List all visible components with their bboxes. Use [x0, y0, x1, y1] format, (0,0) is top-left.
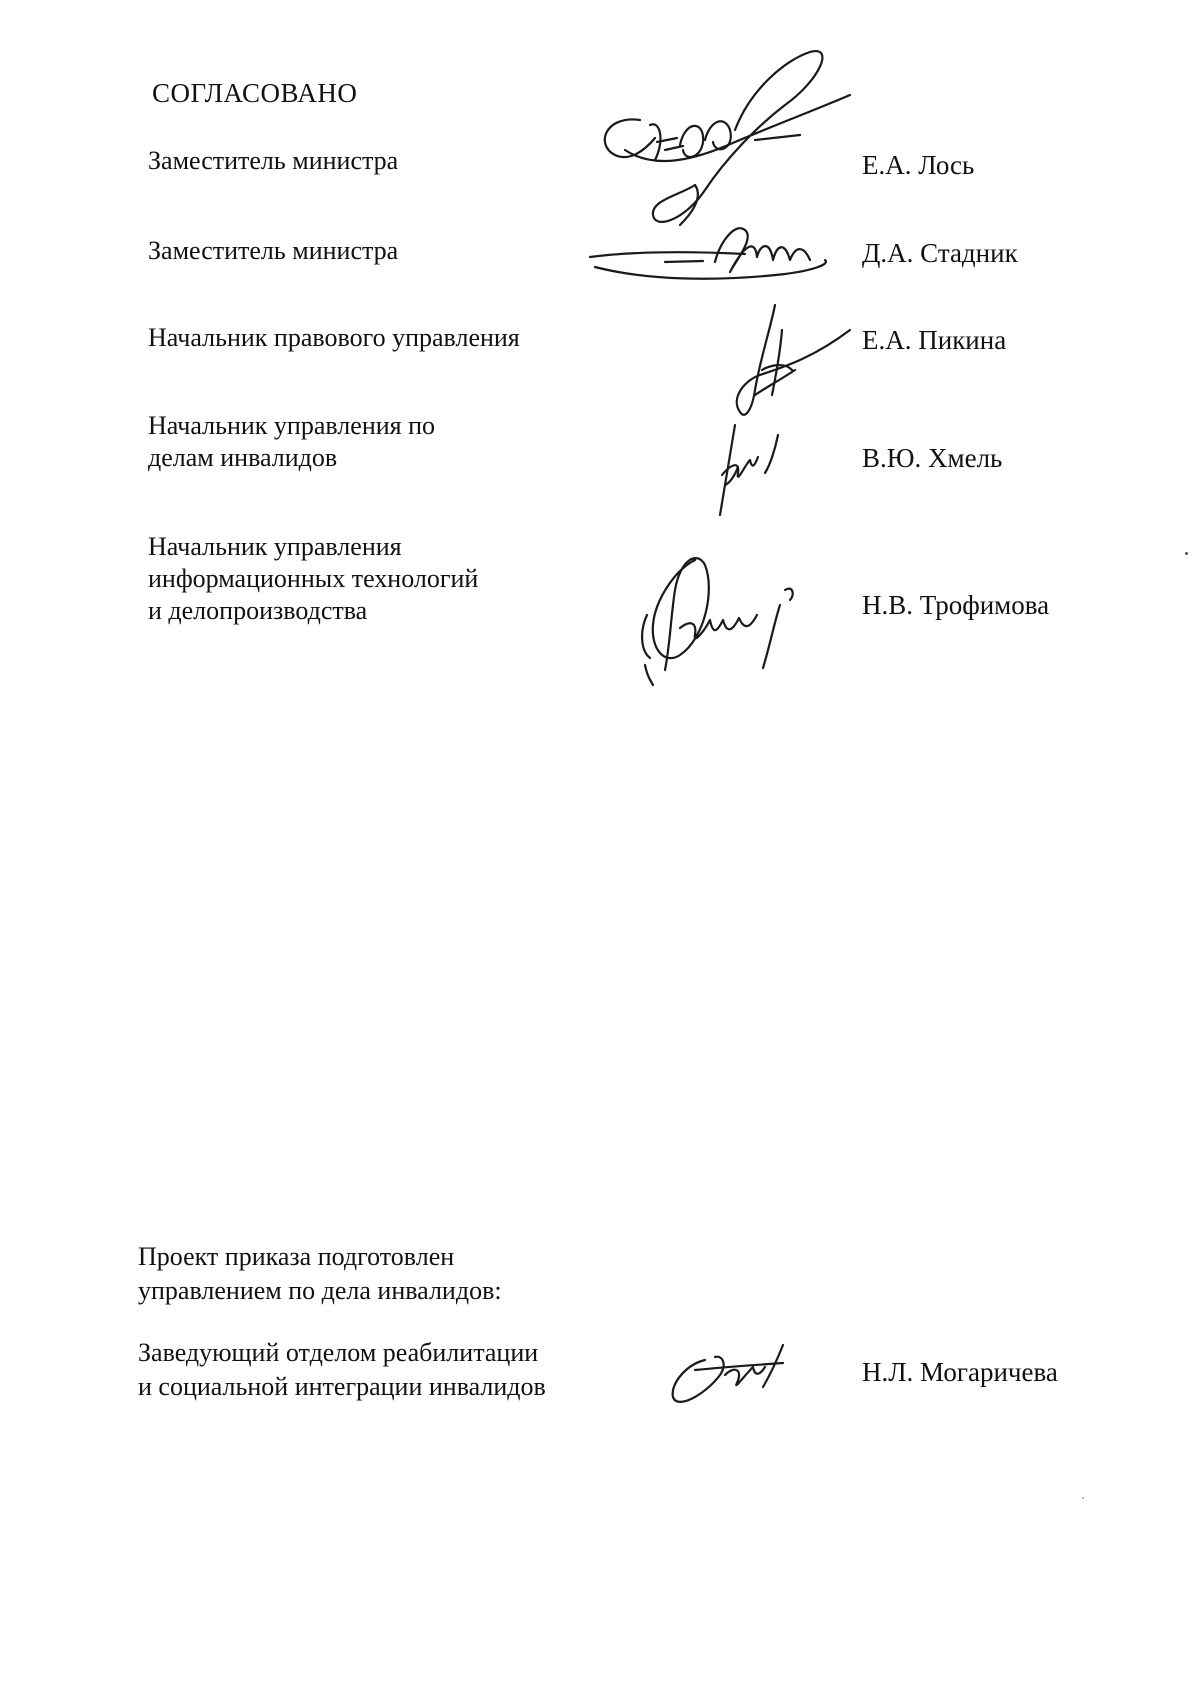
signature-mogaricheva: [665, 1335, 815, 1415]
scan-speck: [1082, 1497, 1084, 1499]
author-position: Заведующий отделом реабилитации и социальной интеграции инвалидов: [138, 1338, 546, 1401]
approval-heading: СОГЛАСОВАНО: [152, 78, 358, 108]
approval-name: Д.А. Стадник: [862, 238, 1018, 268]
signature-pikina: [700, 300, 860, 420]
approval-position: Начальник правового управления: [148, 323, 520, 352]
scan-speck: [1185, 552, 1188, 555]
approval-position: Начальник управления по делам инвалидов: [148, 411, 436, 472]
approval-name: Е.А. Лось: [862, 150, 975, 180]
signature-stadnik: [585, 222, 845, 292]
signature-los: [585, 50, 865, 240]
prepared-by-note: Проект приказа подготовлен управлением по дела инвалидов:: [138, 1242, 502, 1305]
approval-position: Заместитель министра: [148, 146, 399, 175]
signature-khmel: [700, 415, 820, 525]
approval-name: Е.А. Пикина: [862, 325, 1007, 355]
approval-name: В.Ю. Хмель: [862, 443, 1003, 473]
approval-position: Начальник управления информационных технологий и делопроизводства: [148, 532, 479, 625]
approval-name: Н.В. Трофимова: [862, 590, 1050, 620]
signature-trofimova: [635, 550, 815, 690]
author-name: Н.Л. Могаричева: [862, 1357, 1058, 1387]
approval-position: Заместитель министра: [148, 236, 399, 265]
